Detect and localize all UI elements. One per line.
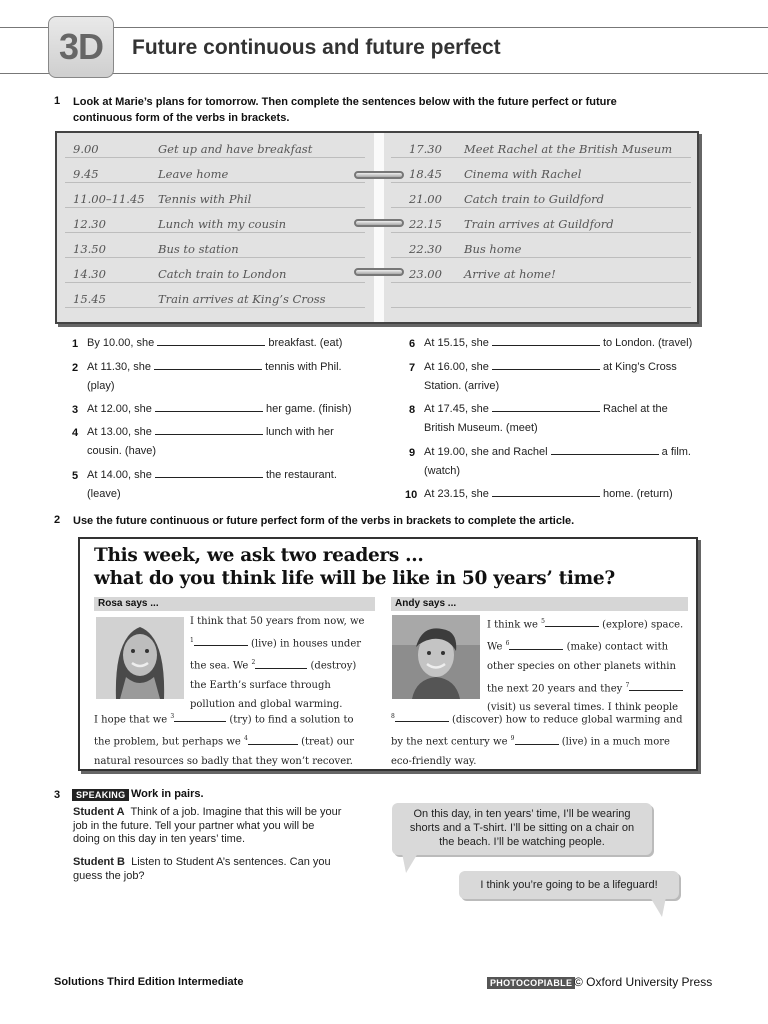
andy-says-bar: Andy says ... — [391, 597, 688, 611]
instruction-text: Listen to Student A’s sentences. Can you — [131, 856, 331, 868]
article-line: the Earth’s surface through — [190, 679, 331, 691]
sentence-3 — [87, 400, 377, 419]
sentence-number: 1 — [72, 338, 79, 350]
instruction-text: Think of a job. Imagine that this will be your — [130, 806, 342, 818]
sentence-number: 10 — [405, 489, 418, 501]
sentence-text: At 19.00, she and Rachel — [424, 446, 548, 458]
notebook-rule — [65, 307, 365, 308]
sentence-2 — [87, 358, 377, 396]
plan-activity: Bus home — [464, 242, 522, 256]
gap-number: 4 — [244, 735, 248, 743]
sentence-text: Rachel at the — [602, 403, 668, 415]
article-text: (live) in a much more — [561, 736, 670, 748]
sentence-4 — [87, 423, 377, 461]
student-b-label: Student B — [73, 856, 125, 868]
sentence-1 — [87, 334, 377, 353]
article-text: (treat) our — [301, 736, 354, 748]
answer-blank[interactable] — [155, 400, 263, 412]
gap-number: 7 — [625, 681, 630, 689]
gap-number: 9 — [510, 735, 515, 743]
article-line: natural resources so badly that they won’t recover. — [94, 755, 353, 767]
plan-time: 18.45 — [409, 167, 442, 181]
exercise-1-instruction-line-2: continuous form of the verbs in brackets. — [73, 112, 290, 124]
exercise-1-instruction — [73, 94, 617, 126]
sentence-number: 7 — [409, 362, 416, 374]
plan-time: 13.50 — [73, 242, 106, 256]
header-top-rule — [0, 27, 768, 28]
notebook-rule — [65, 182, 365, 183]
sentence-text: a film. — [661, 446, 691, 458]
sentence-text: At 17.45, she — [424, 403, 489, 415]
plans-notebook — [55, 131, 699, 324]
plan-time: 9.00 — [73, 142, 99, 156]
article-text: by the next century we — [391, 736, 508, 748]
article-text: (make) contact with — [566, 641, 669, 653]
article-headline-2: what do you think life will be like in 50 years’ time? — [94, 568, 615, 589]
rosa-text-block — [190, 612, 380, 714]
sentence-text: breakfast. (eat) — [268, 337, 343, 349]
footer-book-title: Solutions Third Edition Intermediate — [54, 976, 244, 988]
sentence-number: 3 — [72, 404, 79, 416]
answer-blank[interactable] — [174, 711, 226, 722]
sentence-text: (leave) — [87, 488, 121, 500]
article-text: the next 20 years and they — [487, 682, 623, 694]
plan-time: 12.30 — [73, 217, 106, 231]
plan-activity: Tennis with Phil — [158, 192, 252, 206]
sentence-text: at King’s Cross — [602, 361, 677, 373]
exercise-2-number: 2 — [54, 514, 61, 526]
article-line: pollution and global warming. — [190, 698, 343, 710]
gap-number: 3 — [170, 713, 175, 720]
notebook-rule — [65, 157, 365, 158]
sentence-number: 9 — [409, 447, 416, 459]
plan-activity: Bus to station — [158, 242, 239, 256]
exercise-3-title: Work in pairs. — [131, 788, 204, 800]
andy-portrait-icon — [392, 615, 480, 699]
article-text: the sea. We — [190, 660, 249, 672]
sentence-number: 6 — [409, 338, 416, 350]
notebook-rule — [65, 232, 365, 233]
bubble-line: the beach. I’ll be watching people. — [439, 836, 605, 848]
header-bottom-rule — [0, 73, 768, 74]
plan-activity: Train arrives at King’s Cross — [158, 292, 326, 306]
article-line — [94, 729, 384, 751]
answer-blank[interactable] — [515, 734, 559, 745]
unit-badge: 3D — [48, 16, 114, 78]
article-text: (destroy) — [310, 660, 357, 672]
answer-blank[interactable] — [157, 334, 265, 346]
plan-activity: Train arrives at Guildford — [464, 217, 614, 231]
article-line — [391, 707, 691, 729]
article-line — [487, 676, 697, 698]
article-line — [190, 631, 380, 653]
instruction-line: job in the future. Tell your partner what you will be — [73, 819, 315, 832]
sentence-text: home. (return) — [602, 488, 673, 500]
plan-activity: Get up and have breakfast — [158, 142, 313, 156]
sentence-9 — [424, 443, 714, 481]
rosa-says-bar: Rosa says ... — [94, 597, 375, 611]
notebook-rule — [391, 282, 691, 283]
andy-text-block — [487, 612, 697, 717]
plan-time: 9.45 — [73, 167, 99, 181]
article-line: other species on other planets within — [487, 660, 676, 672]
sentence-number: 5 — [72, 470, 79, 482]
student-b-instruction — [73, 856, 373, 883]
article-text: (live) in houses under — [251, 638, 362, 650]
student-a-label: Student A — [73, 806, 125, 818]
sentence-text: tennis with Phil. — [265, 361, 342, 373]
answer-blank[interactable] — [395, 711, 449, 722]
article-line — [94, 707, 384, 729]
sentence-6 — [424, 334, 714, 353]
sentence-text: the restaurant. — [265, 469, 337, 481]
sentence-text: her game. (finish) — [265, 403, 352, 415]
sentence-text: (watch) — [424, 465, 461, 477]
article-text: We — [487, 641, 503, 653]
sentence-text: British Museum. (meet) — [424, 422, 538, 434]
sentence-7 — [424, 358, 714, 396]
article-line: (visit) us several times. I think people — [487, 701, 679, 713]
footer-publisher: © Oxford University Press — [574, 975, 713, 989]
plan-time: 17.30 — [409, 142, 442, 156]
plan-activity: Catch train to Guildford — [464, 192, 605, 206]
plan-time: 15.45 — [73, 292, 106, 306]
article-box — [78, 537, 698, 771]
notebook-rule — [65, 282, 365, 283]
answer-blank[interactable] — [509, 639, 563, 650]
andy-text-block-lower — [391, 707, 691, 771]
sentence-text: At 15.15, she — [424, 337, 489, 349]
notebook-spine — [374, 133, 384, 322]
answer-blank[interactable] — [248, 734, 298, 745]
answer-blank[interactable] — [492, 358, 600, 370]
answer-blank[interactable] — [194, 635, 248, 646]
plan-time: 21.00 — [409, 192, 442, 206]
answer-blank[interactable] — [629, 680, 683, 691]
binder-ring-icon — [354, 268, 404, 276]
notebook-rule — [65, 207, 365, 208]
gap-number: 1 — [190, 637, 194, 644]
plan-activity: Arrive at home! — [464, 267, 556, 281]
article-line — [487, 634, 697, 656]
speech-bubble-student-b: I think you’re going to be a lifeguard! — [459, 871, 679, 899]
sentence-text: At 13.00, she — [87, 426, 152, 438]
rosa-text-block-lower — [94, 707, 384, 771]
sentence-text: At 16.00, she — [424, 361, 489, 373]
plan-activity: Leave home — [158, 167, 229, 181]
article-text: (try) to find a solution to — [229, 714, 354, 726]
sentence-text: (play) — [87, 380, 115, 392]
exercise-1-instruction-line-1: Look at Marie’s plans for tomorrow. Then complete the sentences below with the future perfect or future — [73, 96, 617, 108]
article-text: (discover) how to reduce global warming and — [452, 714, 683, 726]
notebook-rule — [391, 307, 691, 308]
sentence-text: cousin. (have) — [87, 445, 157, 457]
sentence-text: At 14.00, she — [87, 469, 152, 481]
answer-blank[interactable] — [492, 334, 600, 346]
article-text: the problem, but perhaps we — [94, 736, 241, 748]
answer-blank[interactable] — [492, 400, 600, 412]
notebook-rule — [391, 257, 691, 258]
sentence-text: At 12.00, she — [87, 403, 152, 415]
rosa-photo — [96, 617, 184, 699]
binder-ring-icon — [354, 219, 404, 227]
exercise-1-number: 1 — [54, 95, 61, 107]
page-title: Future continuous and future perfect — [132, 36, 501, 59]
sentence-10 — [424, 485, 714, 504]
notebook-rule — [391, 157, 691, 158]
sentence-text: At 23.15, she — [424, 488, 489, 500]
notebook-rule — [65, 257, 365, 258]
sentence-number: 2 — [72, 362, 79, 374]
notebook-rule — [391, 207, 691, 208]
article-text: I think we — [487, 619, 538, 631]
plan-time: 22.15 — [409, 217, 442, 231]
plan-activity: Meet Rachel at the British Museum — [464, 142, 673, 156]
instruction-line: doing on this day in ten years’ time. — [73, 833, 246, 845]
article-line: eco-friendly way. — [391, 755, 477, 767]
plan-activity: Lunch with my cousin — [158, 217, 286, 231]
plan-time: 22.30 — [409, 242, 442, 256]
speaking-badge: SPEAKING — [72, 789, 129, 801]
plan-time: 23.00 — [409, 267, 442, 281]
andy-photo — [392, 615, 480, 699]
article-text: I hope that we — [94, 714, 168, 726]
answer-blank[interactable] — [255, 658, 307, 669]
sentence-text: Station. (arrive) — [424, 380, 500, 392]
sentence-number: 4 — [72, 427, 79, 439]
sentence-text: to London. (travel) — [602, 337, 693, 349]
exercise-3-number: 3 — [54, 789, 61, 801]
plan-time: 14.30 — [73, 267, 106, 281]
bubble-line: On this day, in ten years’ time, I’ll be wearing — [413, 808, 631, 820]
article-line — [190, 653, 380, 675]
bubble-tail-icon — [648, 897, 670, 919]
answer-blank[interactable] — [551, 443, 659, 455]
answer-blank[interactable] — [155, 466, 263, 478]
article-line: I think that 50 years from now, we — [190, 616, 365, 627]
article-line — [391, 729, 691, 751]
notebook-rule — [391, 182, 691, 183]
answer-blank[interactable] — [154, 358, 262, 370]
photocopiable-badge: PHOTOCOPIABLE — [487, 977, 575, 989]
article-text: (explore) space. — [602, 619, 684, 631]
sentence-5 — [87, 466, 377, 504]
plan-time: 11.00–11.45 — [73, 192, 145, 206]
answer-blank[interactable] — [545, 616, 599, 627]
gap-number: 2 — [251, 659, 256, 667]
instruction-line — [73, 806, 373, 820]
gap-number: 8 — [391, 713, 395, 720]
bubble-tail-icon — [400, 853, 422, 875]
article-headline-1: This week, we ask two readers ... — [94, 545, 424, 566]
article-line — [487, 612, 697, 634]
sentence-text: At 11.30, she — [87, 361, 152, 373]
bubble-line: shorts and a T-shirt. I’ll be sitting on a chair on — [409, 822, 635, 834]
instruction-line: guess the job? — [73, 869, 145, 882]
sentence-text: By 10.00, she — [87, 337, 155, 349]
exercise-2-instruction: Use the future continuous or future perfect form of the verbs in brackets to complete the article. — [73, 515, 575, 527]
answer-blank[interactable] — [155, 423, 263, 435]
binder-ring-icon — [354, 171, 404, 179]
speech-bubble-student-a — [392, 803, 652, 855]
answer-blank[interactable] — [492, 485, 600, 497]
gap-number: 5 — [541, 618, 545, 625]
plan-activity: Catch train to London — [158, 267, 287, 281]
gap-number: 6 — [505, 640, 510, 648]
plan-activity: Cinema with Rachel — [464, 167, 582, 181]
student-a-instruction — [73, 806, 373, 847]
sentence-number: 8 — [409, 404, 416, 416]
notebook-rule — [391, 232, 691, 233]
sentence-8 — [424, 400, 714, 438]
rosa-portrait-icon — [96, 617, 184, 699]
instruction-line — [73, 856, 373, 870]
sentence-text: lunch with her — [265, 426, 334, 438]
